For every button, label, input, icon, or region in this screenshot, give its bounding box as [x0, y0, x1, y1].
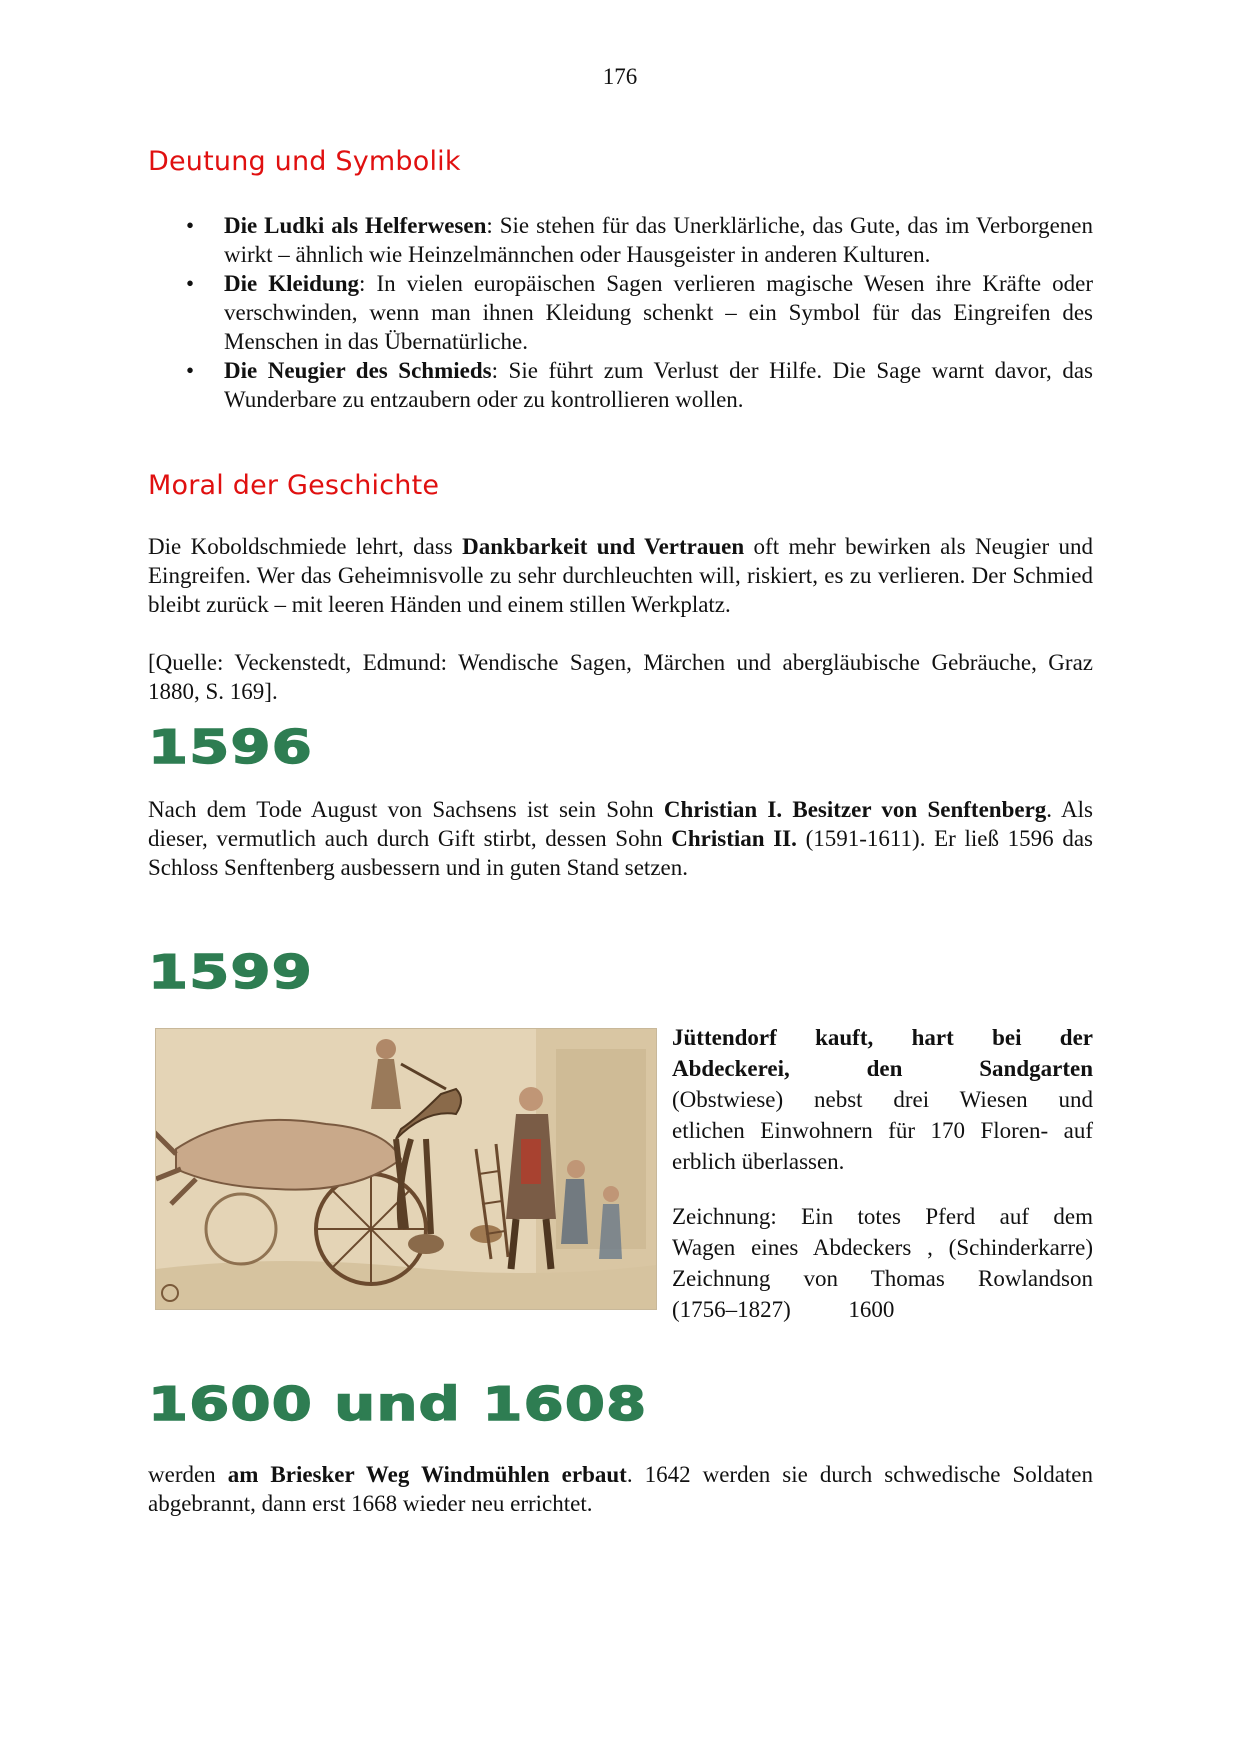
- caption-line-1: Zeichnung: Ein totes Pferd auf dem: [672, 1204, 1093, 1229]
- year-1600-paragraph-container: [148, 1460, 1093, 1518]
- section-deutung: [148, 146, 1093, 177]
- y1596-text-2: . Als dieser, vermutlich auch durch Gift stirbt, dessen Sohn: [148, 797, 1093, 851]
- y1596-text-3: (1591-1611). Er ließ 1596 das Schloss Senftenberg ausbessern und in guten Stand setzen.: [148, 826, 1093, 880]
- list-item-term: Die Ludki als Helferwesen: [224, 213, 487, 238]
- year-1596-paragraph-container: [148, 795, 1093, 882]
- list-item: [224, 211, 1093, 269]
- y1596-bold-1: Christian I. Besitzer von Senftenberg: [663, 797, 1047, 822]
- y1599-line-4: etlichen Einwohnern für 170 Floren- auf: [672, 1118, 1093, 1143]
- y1599-bold-1: Jüttendorf kauft, hart bei der: [672, 1025, 1093, 1050]
- list-item-text: : Sie stehen für das Unerklärliche, das Gute, das im Verborgenen wirkt – ähnlich wie Heinzelmännchen oder Hausgeister in anderen Kulturen.: [224, 213, 1093, 267]
- moral-text-1: Die Koboldschmiede lehrt, dass: [148, 534, 463, 559]
- section-moral: [148, 470, 1093, 501]
- y1599-line-5: erblich überlassen.: [672, 1149, 845, 1174]
- year-1600-block: [148, 1377, 1093, 1431]
- caption-line-4: (1756–1827) 1600: [672, 1297, 895, 1322]
- year-1599-block: [148, 945, 1093, 999]
- caption-line-2: Wagen eines Abdeckers , (Schinderkarre): [672, 1235, 1093, 1260]
- moral-paragraph-container: [148, 532, 1093, 619]
- y1600-text-1: werden: [148, 1462, 228, 1487]
- year-1599-title: 1599: [148, 945, 314, 999]
- list-item-term: Die Neugier des Schmieds: [224, 358, 492, 383]
- list-item-text: : Sie führt zum Verlust der Hilfe. Die Sage warnt davor, das Wunderbare zu entzaubern oder zu kontrollieren wollen.: [224, 358, 1093, 412]
- caption-line-3: Zeichnung von Thomas Rowlandson: [672, 1266, 1093, 1291]
- moral-bold: Dankbarkeit und Vertrauen: [462, 534, 745, 559]
- y1599-bold-2: Abdeckerei, den Sandgarten: [672, 1056, 1093, 1081]
- y1596-text-1: Nach dem Tode August von Sachsens ist sein Sohn: [148, 797, 664, 822]
- drawing-dead-horse-cart: [155, 1028, 657, 1310]
- source-container: [148, 648, 1093, 706]
- moral-paragraph: [148, 532, 1093, 619]
- list-item: [224, 356, 1093, 414]
- year-1600-paragraph: [148, 1460, 1093, 1518]
- heading-deutung: Deutung und Symbolik: [148, 146, 461, 177]
- y1596-bold-2: Christian II.: [671, 826, 797, 851]
- y1599-line-3: (Obstwiese) nebst drei Wiesen und: [672, 1087, 1093, 1112]
- year-1596-block: [148, 720, 1093, 774]
- source-citation: [Quelle: Veckenstedt, Edmund: Wendische Sagen, Märchen und abergläubische Gebräuche, Graz 1880, S. 169].: [148, 650, 1093, 704]
- y1600-bold-1: am Briesker Weg Windmühlen erbaut: [227, 1462, 627, 1487]
- year-1600-title: 1600 und 1608: [148, 1377, 648, 1431]
- bullet-list-container: [148, 211, 1093, 414]
- page-number: 176: [602, 64, 638, 89]
- moral-text-2: oft mehr bewirken als Neugier und Eingreifen. Wer das Geheimnisvolle zu sehr durchleuchten will, riskiert, es zu verlieren. Der Schmied bleibt zurück – mit leeren Händen und einem stillen Werkplatz.: [148, 534, 1093, 617]
- y1599-line-1: [672, 1022, 1093, 1053]
- list-item: [224, 269, 1093, 356]
- year-1596-title: 1596: [148, 720, 314, 774]
- heading-moral: Moral der Geschichte: [148, 470, 440, 501]
- list-item-term: Die Kleidung: [224, 271, 360, 296]
- list-item-text: : In vielen europäischen Sagen verlieren magische Wesen ihre Kräfte oder verschwinden, wenn man ihnen Kleidung schenkt – ein Symbol für das Eingreifen des Menschen in das Übernatürliche.: [224, 271, 1093, 354]
- drawing-illustration: [156, 1029, 656, 1309]
- drawing-caption: [672, 1201, 1093, 1325]
- y1599-line-2: [672, 1053, 1093, 1084]
- bullet-list: [148, 211, 1093, 414]
- y1600-text-2: . 1642 werden sie durch schwedische Soldaten abgebrannt, dann erst 1668 wieder neu errichtet.: [148, 1462, 1094, 1516]
- year-1596-paragraph: [148, 795, 1093, 882]
- year-1599-text: [672, 1022, 1093, 1177]
